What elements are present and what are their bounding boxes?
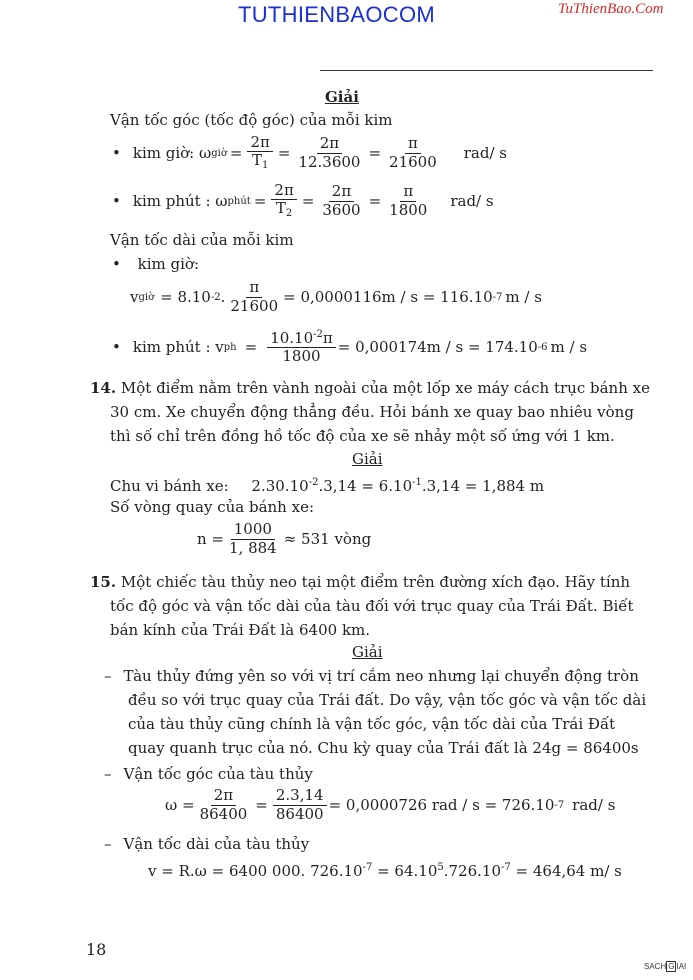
solution-title-14: Giải (352, 450, 383, 468)
revolutions-eq: n = $\frac{1000}{1, 884}$ ≈ 531 vòng (197, 520, 372, 557)
hour-label-2: kim giờ: (137, 255, 200, 273)
bullet: • (112, 338, 121, 356)
minute-label: kim phút : ω (132, 192, 228, 210)
fraction: $\frac{2\pi}{3600}$ (322, 182, 361, 219)
linear-intro: Vận tốc dài của mỗi kim (110, 231, 294, 249)
fraction: $\frac{2\pi}{86400}$ (199, 786, 248, 823)
fraction: $\frac{\pi}{1800}$ (389, 182, 428, 219)
fraction: $\frac{\pi}{21600}$ (230, 278, 279, 315)
ship-linear-label: – Vận tốc dài của tàu thủy (104, 835, 310, 853)
hour-label: kim giờ: ω (132, 144, 212, 162)
hour-linear-label-row (112, 255, 199, 273)
site-header: TUTHIENBAOCOM (238, 2, 436, 27)
fraction: $\frac{\pi}{21600}$ (389, 134, 437, 171)
fraction: $\frac{1000}{1, 884}$ (229, 520, 277, 557)
solution-title-15: Giải (352, 643, 383, 661)
minute-linear-eq: • kim phút : v ph = $\frac{10.10^{-2}\pi}{1800}$ = 0,000174m / s = 174.10 -6 m / s (112, 328, 588, 365)
fraction: $\frac{10.10^{-2}\pi}{1800}$ (267, 329, 336, 366)
problem-14: 14. Một điểm nằm trên vành ngoài của một lốp xe máy cách trục bánh xe 30 cm. Xe chuyển động thẳng đều. Hỏi bánh xe quay bao nhiêu vòng thì số chỉ trên đồng hồ tốc độ của xe sẽ nhảy một số ứng với 1 km. (90, 379, 650, 445)
circumference-eq: Chu vi bánh xe: $2.30.10^{-2}.3,14 = 6.10^{-1}.3,14 = 1,884$ m (110, 477, 545, 495)
footer-logo: SACH G IAI (644, 962, 687, 971)
hour-angular-eq: • kim giờ: ω giờ = $\frac{2\pi}{T_1}$ = $\frac{2\pi}{12.3600}$ = $\frac{\pi}{21600}$ rad/ s (112, 133, 507, 172)
hour-linear-eq: v giờ = 8.10 -2 . $\frac{\pi}{21600}$ = 0,0000116m / s = 116.10 -7 m / s (130, 278, 542, 315)
problem-15: 15. Một chiếc tàu thủy neo tại một điểm trên đường xích đạo. Hãy tính tốc độ góc và vận tốc dài của tàu đối với trục quay của Trái Đất. Biết bán kính của Trái Đất là 6400 km. (90, 573, 634, 639)
fraction: $\frac{2\pi}{T_1}$ (247, 134, 272, 172)
minute-angular-eq: • kim phút : ω phút = $\frac{2\pi}{T_2}$ = $\frac{2\pi}{3600}$ = $\frac{\pi}{1800}$ rad/ s (112, 181, 494, 220)
fraction: $\frac{2\pi}{T_2}$ (271, 182, 296, 220)
bullet: • (112, 255, 121, 273)
ship-angular-eq: ω = $\frac{2\pi}{86400}$ = $\frac{2.3,14}{86400}$ = 0,0000726 rad / s = 726.10 -7 rad/ s (165, 786, 616, 823)
ship-linear-eq: v = R.ω = 6400 000. $726.10^{-7} = 64.10^5.726.10^{-7} = 464,64$ m/ s (148, 862, 622, 880)
header-rule (320, 70, 653, 71)
problem-number: 14. (90, 379, 117, 397)
solution-title-1: Giải (325, 88, 359, 106)
bullet: • (112, 144, 121, 162)
revolutions-label: Số vòng quay của bánh xe: (110, 498, 315, 516)
hour-sub: giờ (211, 147, 227, 159)
brand-logo: TuThienBao.Com (558, 1, 664, 17)
fraction: $\frac{2.3,14}{86400}$ (273, 787, 327, 823)
minute-sub: phút (227, 195, 251, 207)
bullet: • (112, 192, 121, 210)
angular-intro: Vận tốc góc (tốc độ góc) của mỗi kim (110, 111, 393, 129)
unit: rad/ s (450, 192, 494, 210)
ship-angular-label: – Vận tốc góc của tàu thủy (104, 765, 313, 783)
problem-number: 15. (90, 573, 117, 591)
fraction: $\frac{2\pi}{12.3600}$ (298, 134, 361, 171)
unit: rad/ s (463, 144, 507, 162)
ship-explanation: – Tàu thủy đứng yên so với vị trí cắm neo nhưng lại chuyển động tròn đều so với trục quay của Trái đất. Do vậy, vận tốc góc và vận tốc dài của tàu thủy cũng chính là vận tốc góc, vận tốc dài của Trái Đất quay quanh trục của nó. Chu kỳ quay của Trái đất là 24g = 86400s (104, 667, 647, 757)
page-number: 18 (86, 940, 107, 959)
